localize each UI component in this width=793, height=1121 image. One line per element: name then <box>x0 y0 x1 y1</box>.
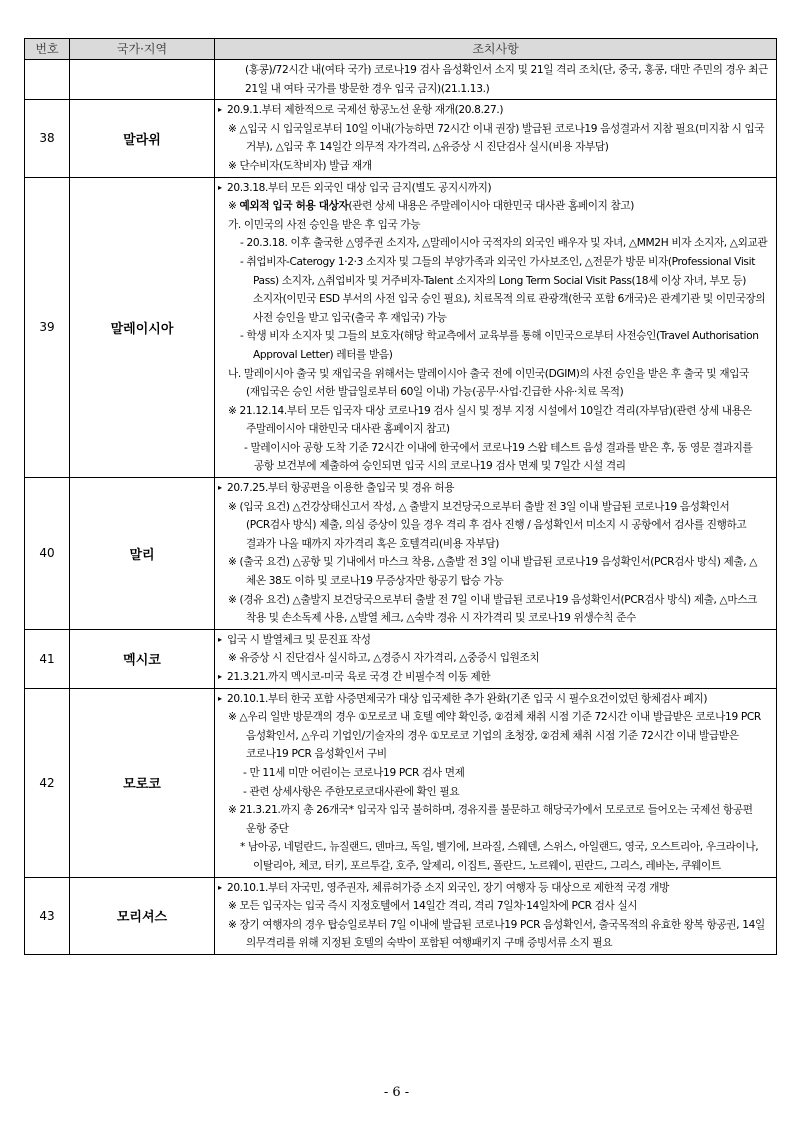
header-number: 번호 <box>25 39 70 60</box>
measure-text: 20.9.1.부터 제한적으로 국제선 항공노선 운항 재개(20.8.27.) <box>227 104 504 117</box>
table-row <box>25 877 777 954</box>
row-number: 38 <box>25 100 70 177</box>
measure-text: * 남아공, 네덜란드, 뉴질랜드, 덴마크, 독일, 벨기에, 브라질, 스웨덴, 스위스, 아일랜드, 영국, 오스트리아, 우크라이나, 이탈리아, 체코, 터키, 포르투갈, 호주, 알제리, 이집트, 폴란드, 노르웨이, 핀란드, 그리스, 레바논, 쿠웨이트 <box>240 841 759 872</box>
measure-text: (홍콩)/72시간 내(여타 국가) 코로나19 검사 음성확인서 소지 및 21일 격리 조치(단, 중국, 홍콩, 대만 주민의 경우 최근 21일 내 여타 국가를 방문한 경우 입국 금지)(21.1.13.) <box>245 64 769 95</box>
measure-item <box>218 838 772 875</box>
country-name: 말라위 <box>70 100 215 177</box>
measures-cell <box>215 177 777 478</box>
measure-item <box>218 216 772 235</box>
row-number: 40 <box>25 478 70 630</box>
measure-item <box>218 553 772 590</box>
country-name: 말리 <box>70 478 215 630</box>
measure-text: 20.10.1.부터 자국민, 영주권자, 체류허가증 소지 외국인, 장기 여행자 등 대상으로 제한적 국경 개방 <box>227 881 670 894</box>
measure-text: ※ 모든 입국자는 입국 즉시 지정호텔에서 14일간 격리, 격리 7일차·14일차에 PCR 검사 실시 <box>228 900 638 913</box>
measure-item <box>218 801 772 838</box>
measures-cell <box>215 60 777 100</box>
measure-text: 20.10.1.부터 한국 포함 사증면제국가 대상 입국제한 추가 완화(기존 입국 시 필수요건이었던 항체검사 폐지) <box>227 692 708 705</box>
measures-cell <box>215 877 777 954</box>
header-measures: 조치사항 <box>215 39 777 60</box>
table-row <box>25 177 777 478</box>
measure-text: - 말레이시아 공항 도착 기준 72시간 이내에 한국에서 코로나19 스왑 테스트 음성 결과를 받은 후, 동 영문 결과지를 공항 보건부에 제출하여 승인되면 입국 시의 코로나19 검사 면제 및 7일간 시설 격리 <box>244 441 753 473</box>
measure-item <box>218 668 772 687</box>
header-country: 국가·지역 <box>70 39 215 60</box>
measure-item <box>218 439 772 476</box>
measure-text: 나. 말레이시아 출국 및 재입국을 위해서는 말레이시아 출국 전에 이민국(DGIM)의 사전 승인을 받은 후 출국 및 재입국(재입국은 승인 서한 발급일로부터 60일 이내) 가능(공무·사업·긴급한 사유·치료 목적) <box>228 367 749 399</box>
measure-text: ※ 장기 여행자의 경우 탑승일로부터 7일 이내에 발급된 코로나19 PCR 음성확인서, 출국목적의 유효한 왕복 항공권, 14일 의무격리를 위해 지정된 호텔의 숙박이 포함된 여행패키지 구매 증빙서류 소지 필요 <box>228 918 765 950</box>
table-row <box>25 100 777 177</box>
document <box>24 38 776 955</box>
measure-item <box>218 479 772 498</box>
table-row <box>25 60 777 100</box>
measure-item <box>218 101 772 120</box>
measure-item <box>218 157 772 176</box>
measure-item <box>218 897 772 916</box>
table-row <box>25 629 777 688</box>
measure-text: ※ (입국 요건) △건강상태신고서 작성, △ 출발지 보건당국으로부터 출발 전 3일 이내 발급된 코로나19 음성확인서(PCR검사 방식) 제출, 의심 증상이 있을 경우 격리 후 검사 진행 / 음성확인서 미소지 시 공항에서 검사를 진행하고 결과가 나올 때까지 자가격리 혹은 호텔격리(비용 자부담) <box>228 500 747 550</box>
measure-text: ※ (출국 요건) △공항 및 기내에서 마스크 착용, △출발 전 3일 이내 발급된 코로나19 음성확인서(PCR검사 방식) 제출, △체온 38도 이하 및 코로나19 무증상자만 항공기 탑승 가능 <box>228 556 758 588</box>
measure-item <box>218 234 772 253</box>
bullet-triangle-icon: ▸ <box>218 105 222 115</box>
measure-text: - 취업비자-Caterogy 1·2·3 소지자 및 그들의 부양가족과 외국인 가사보조인, △전문가 방문 비자(Professional Visit Pass) 소지자, △취업비자 및 거주비자-Talent 소지자의 Long Term Social Visit Pass(18세 이상 자녀, 부모 등) 소지자(이민국 ESD 부서의 사전 입국 승인 필요), 치료목적 의료 관광객(한국 포함 6개국)은 관계기관 및 이민국장의 사전 승인을 받고 입국(출국 후 재입국) 가능 <box>240 255 766 324</box>
country-name: 모리셔스 <box>70 877 215 954</box>
row-number: 39 <box>25 177 70 478</box>
row-number: 43 <box>25 877 70 954</box>
measure-item <box>218 179 772 198</box>
measure-text: 20.3.18.부터 모든 외국인 대상 입국 금지(별도 공지시까지) <box>227 181 492 194</box>
country-name <box>70 60 215 100</box>
page-number: - 6 - <box>383 1085 410 1100</box>
emphasis-text: 예외적 입국 허용 대상자 <box>239 200 349 213</box>
row-number: 42 <box>25 688 70 877</box>
bullet-triangle-icon: ▸ <box>218 634 222 644</box>
entry-measures-table <box>24 38 777 955</box>
measures-cell <box>215 629 777 688</box>
measure-item <box>218 365 772 402</box>
row-number <box>25 60 70 100</box>
country-name: 멕시코 <box>70 629 215 688</box>
measure-text: 입국 시 발열체크 및 문진표 작성 <box>227 633 371 646</box>
measure-item <box>218 120 772 157</box>
measure-item <box>218 916 772 953</box>
measure-text: ※ (경유 요건) △출발지 보건당국으로부터 출발 전 7일 이내 발급된 코로나19 음성확인서(PCR검사 방식) 제출, △마스크 착용 및 손소독제 사용, △발열 체크, △숙박 경유 시 자가격리 및 코로나19 위생수칙 준수 <box>228 593 758 625</box>
bullet-triangle-icon: ▸ <box>218 483 222 493</box>
measure-text: 21.3.21.까지 멕시코-미국 육로 국경 간 비필수적 이동 제한 <box>227 671 491 683</box>
measure-text: ※ 단수비자(도착비자) 발급 재개 <box>228 159 372 172</box>
bullet-triangle-icon: ▸ <box>218 182 222 192</box>
measure-item <box>218 649 772 668</box>
measures-cell <box>215 688 777 877</box>
measures-cell <box>215 478 777 630</box>
measure-text: ※ 21.12.14.부터 모든 입국자 대상 코로나19 검사 실시 및 정부 지정 시설에서 10일간 격리(자부담)(관련 상세 내용은 주말레이시아 대한민국 대사관 홈페이지 참고) <box>228 404 752 436</box>
country-name: 모로코 <box>70 688 215 877</box>
measure-item <box>218 327 772 364</box>
measure-text: 가. 이민국의 사전 승인을 받은 후 입국 가능 <box>228 218 421 231</box>
measure-item <box>218 879 772 898</box>
measure-item <box>218 631 772 650</box>
measure-item <box>218 764 772 783</box>
measure-item <box>218 498 772 554</box>
measure-item <box>218 783 772 802</box>
measure-text: ※ △입국 시 입국일로부터 10일 이내(가능하면 72시간 이내 권장) 발급된 코로나19 음성결과서 지참 필요(미지참 시 입국 거부), △입국 후 14일간 의무적 자가격리, △유증상 시 진단검사 실시(비용 자부담) <box>228 122 765 154</box>
measure-text: ※ △우리 일반 방문객의 경우 ①모로코 내 호텔 예약 확인증, ②검체 채취 시점 기준 72시간 이내 발급받은 코로나19 PCR 음성확인서, △우리 기업인/기술자의 경우 ①모로코 기업의 초청장, ②검체 채취 시점 기준 72시간 이내 발급받은 코로나19 PCR 음성확인서 구비 <box>228 711 761 761</box>
measure-text: - 학생 비자 소지자 및 그들의 보호자(해당 학교측에서 교육부를 통해 이민국으로부터 사전승인(Travel Authorisation Approval Letter) 레터를 받음) <box>240 330 759 361</box>
table-row <box>25 688 777 877</box>
bullet-triangle-icon: ▸ <box>218 693 222 703</box>
measure-item <box>218 591 772 628</box>
note-marker: ※ <box>228 200 240 213</box>
country-name: 말레이시아 <box>70 177 215 478</box>
bullet-triangle-icon: ▸ <box>218 672 222 681</box>
measure-item <box>218 253 772 327</box>
table-row <box>25 478 777 630</box>
bullet-triangle-icon: ▸ <box>218 882 222 892</box>
measure-text: - 만 11세 미만 어린이는 코로나19 PCR 검사 면제 <box>243 766 465 779</box>
measures-cell <box>215 100 777 177</box>
measure-item <box>218 708 772 764</box>
measure-text: 20.7.25.부터 항공편을 이용한 출입국 및 경유 허용 <box>227 482 455 495</box>
measure-text: ※ 21.3.21.까지 총 26개국* 입국자 입국 불허하며, 경유지를 불문하고 해당국가에서 모로코로 들어오는 국제선 항공편 운항 중단 <box>228 804 753 835</box>
measure-text: ※ 유증상 시 진단검사 실시하고, △경증시 자가격리, △중증시 입원조치 <box>228 652 540 665</box>
measure-text: - 20.3.18. 이후 출국한 △영주권 소지자, △말레이시아 국적자의 외국인 배우자 및 자녀, △MM2H 비자 소지자, △외교관 <box>240 237 768 250</box>
measure-item <box>218 197 772 216</box>
table-header-row <box>25 39 777 60</box>
measure-item <box>218 402 772 439</box>
measure-text: - 관련 상세사항은 주한모로코대사관에 확인 필요 <box>243 785 460 798</box>
measure-text: (관련 상세 내용은 주말레이시아 대한민국 대사관 홈페이지 참고) <box>348 200 635 213</box>
row-number: 41 <box>25 629 70 688</box>
measure-item <box>218 61 772 98</box>
measure-item <box>218 690 772 709</box>
